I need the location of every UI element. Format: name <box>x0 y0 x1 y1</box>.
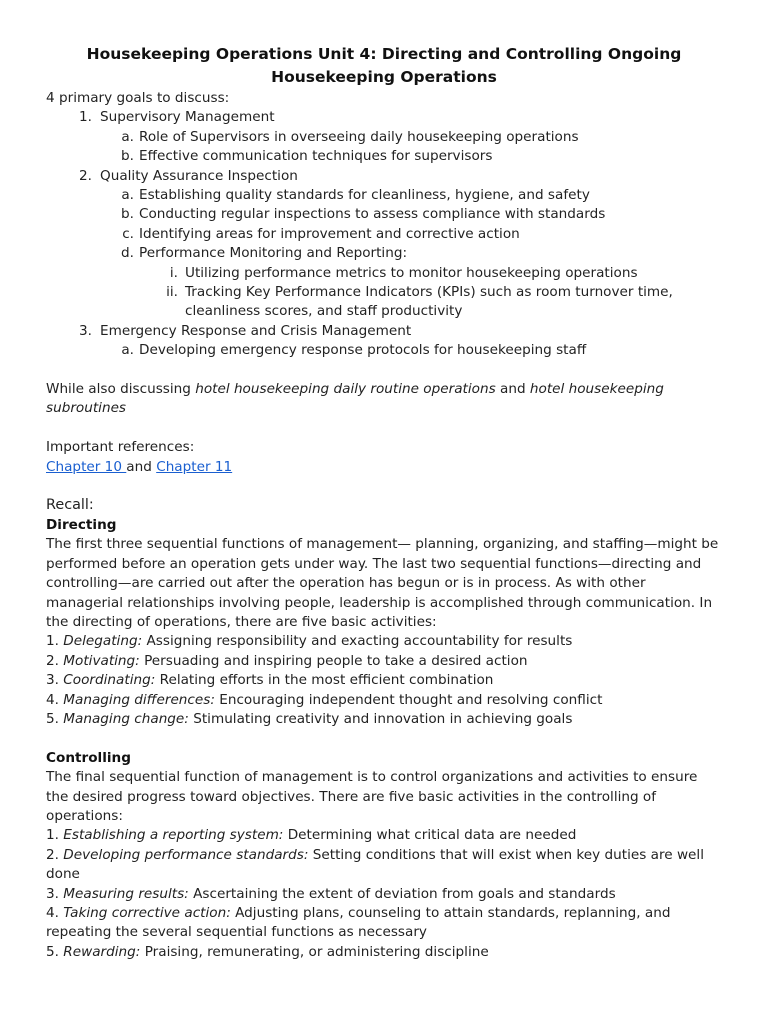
chapter-10-link[interactable]: Chapter 10 <box>46 458 127 475</box>
list-letter: d. <box>121 245 134 262</box>
subgoal-text: Role of Supervisors in overseeing daily housekeeping operations <box>139 128 579 145</box>
list-letter: a. <box>121 128 134 145</box>
directing-item: 1. Delegating: Assigning responsibility and exacting accountability for results <box>46 633 573 650</box>
subgoal-text: Conducting regular inspections to assess compliance with standards <box>139 206 606 223</box>
subgoal-text: Developing emergency response protocols for housekeeping staff <box>139 342 587 359</box>
list-number: 2. <box>79 167 92 184</box>
goal-text: Quality Assurance Inspection <box>100 167 298 184</box>
references-links: Chapter 10 and Chapter 11 <box>46 458 233 475</box>
goal-item <box>46 108 722 127</box>
subgoal-item <box>46 205 722 224</box>
subgoal-text: Establishing quality standards for cleanliness, hygiene, and safety <box>139 187 590 204</box>
list-number: 1. <box>79 109 92 126</box>
directing-body: The first three sequential functions of management— planning, organizing, and staffing—might be performed before an operation gets under way. The last two sequential functions—directing and controlling—are carried out after the operation has begun or is in process. As with other managerial relationships involving people, leadership is accomplished through communication. In the directing of operations, there are five basic activities: <box>46 536 719 630</box>
list-letter: a. <box>121 342 134 359</box>
controlling-item: 1. Establishing a reporting system: Determining what critical data are needed <box>46 827 577 844</box>
goal-text: Supervisory Management <box>100 109 275 126</box>
chapter-11-link[interactable]: Chapter 11 <box>156 458 233 475</box>
controlling-item: 4. Taking corrective action: Adjusting plans, counseling to attain standards, replanning, and repeating the several sequential functions as necessary <box>46 905 671 941</box>
goal-item <box>46 167 722 186</box>
subsubgoal-item <box>46 283 722 322</box>
list-letter: b. <box>121 206 134 223</box>
subgoal-item <box>46 244 722 263</box>
goal-text: Emergency Response and Crisis Management <box>100 322 412 339</box>
directing-heading: Directing <box>46 516 117 533</box>
controlling-item: 5. Rewarding: Praising, remunerating, or administering discipline <box>46 943 489 960</box>
directing-item: 4. Managing differences: Encouraging independent thought and resolving conflict <box>46 691 603 708</box>
also-discussing: While also discussing hotel housekeeping daily routine operations and hotel housekeeping subroutines <box>46 381 664 417</box>
subgoal-item <box>46 147 722 166</box>
also-topic-1: hotel housekeeping daily routine operations <box>195 381 496 398</box>
directing-item: 2. Motivating: Persuading and inspiring people to take a desired action <box>46 652 528 669</box>
subgoal-item <box>46 225 722 244</box>
subgoal-item <box>46 341 722 360</box>
subgoal-item <box>46 128 722 147</box>
also-topic-2: hotel housekeeping subroutines <box>46 381 664 417</box>
goal-item <box>46 322 722 341</box>
controlling-item: 3. Measuring results: Ascertaining the extent of deviation from goals and standards <box>46 885 616 902</box>
list-letter: b. <box>121 148 134 165</box>
page-title: Housekeeping Operations Unit 4: Directing and Controlling Ongoing Housekeeping Operations <box>86 45 682 86</box>
subgoal-text: Performance Monitoring and Reporting: <box>139 245 408 262</box>
directing-item: 5. Managing change: Stimulating creativity and innovation in achieving goals <box>46 710 573 727</box>
recall-heading: Recall: <box>46 497 94 514</box>
subsubgoal-text: Utilizing performance metrics to monitor housekeeping operations <box>185 264 638 281</box>
list-roman: ii. <box>166 284 178 301</box>
references-heading: Important references: <box>46 439 195 456</box>
list-number: 3. <box>79 322 92 339</box>
subgoal-item <box>46 186 722 205</box>
directing-item: 3. Coordinating: Relating efforts in the most efficient combination <box>46 672 494 689</box>
subgoal-text: Identifying areas for improvement and corrective action <box>139 225 520 242</box>
controlling-heading: Controlling <box>46 749 131 766</box>
controlling-body: The final sequential function of management is to control organizations and activities to ensure the desired progress toward objectives. There are five basic activities in the controlling of operations: <box>46 769 698 824</box>
subsubgoal-item <box>46 264 722 283</box>
goals-intro: 4 primary goals to discuss: <box>46 90 230 106</box>
subgoal-text: Effective communication techniques for supervisors <box>139 148 493 165</box>
list-letter: a. <box>121 187 134 204</box>
controlling-item: 2. Developing performance standards: Setting conditions that will exist when key duties are well done <box>46 846 704 883</box>
list-roman: i. <box>169 264 178 281</box>
list-letter: c. <box>122 225 134 242</box>
subsubgoal-text: Tracking Key Performance Indicators (KPIs) such as room turnover time, cleanliness scores, and staff productivity <box>185 284 673 320</box>
